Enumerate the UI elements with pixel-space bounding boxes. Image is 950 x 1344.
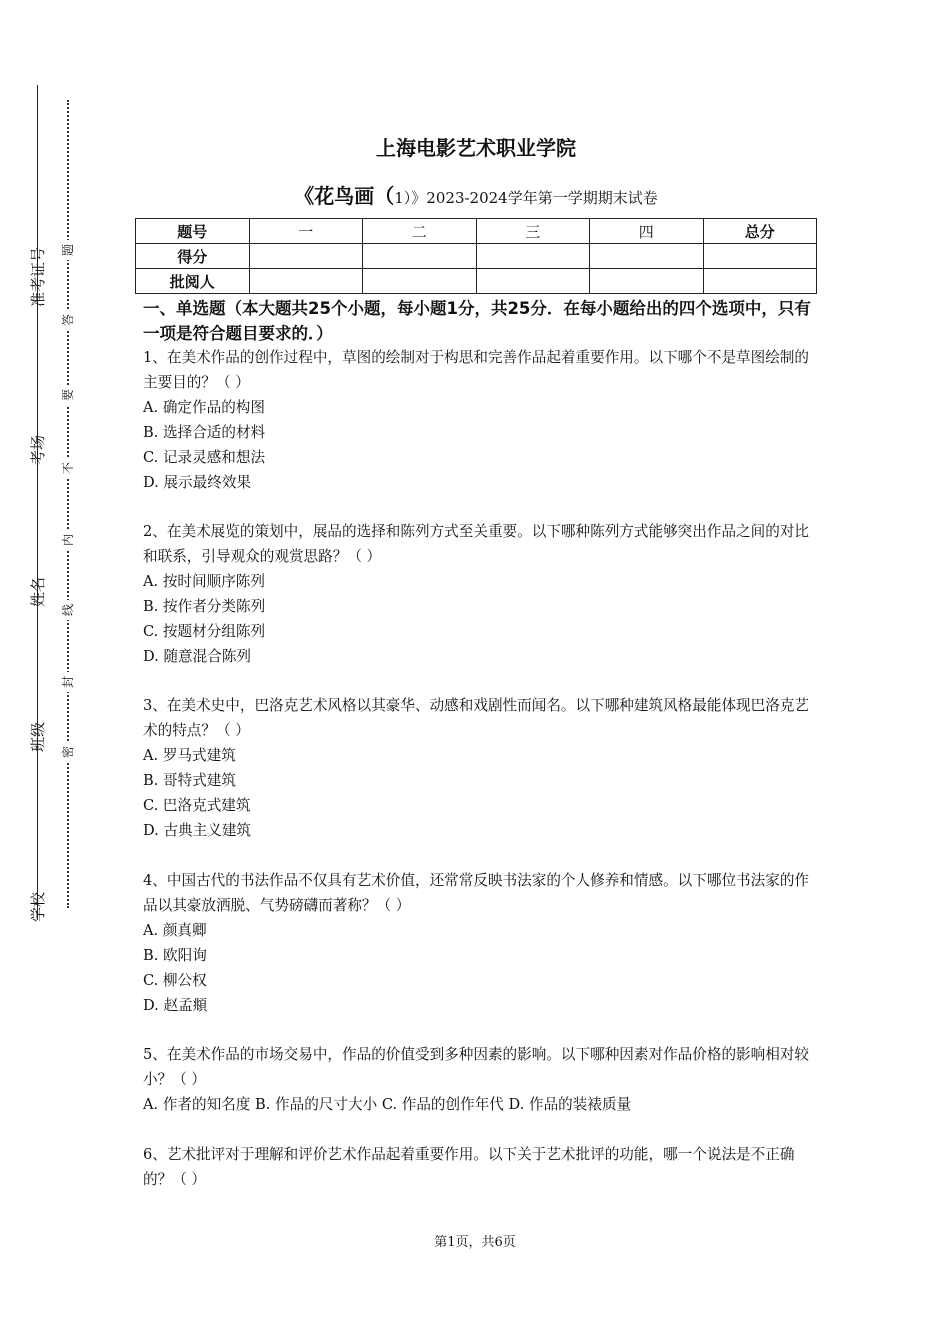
question-stem: 5、在美术作品的市场交易中，作品的价值受到多种因素的影响。以下哪种因素对作品价格的影响相对较小？（ ） xyxy=(143,1046,810,1088)
option-b[interactable]: B. 按作者分类陈列 xyxy=(143,598,266,615)
options-inline[interactable]: A. 作者的知名度 B. 作品的尺寸大小 C. 作品的创作年代 D. 作品的装裱质量 xyxy=(143,1096,632,1113)
score-col-header: 四 xyxy=(590,219,704,244)
option-c[interactable]: C. 记录灵感和想法 xyxy=(143,449,266,466)
field-label-exam-number: 准考证号 xyxy=(29,246,47,307)
score-col-header: 二 xyxy=(363,219,477,244)
option-b[interactable]: B. 哥特式建筑 xyxy=(143,772,236,789)
option-b[interactable]: B. 选择合适的材料 xyxy=(143,424,266,441)
question-2 xyxy=(143,519,819,669)
question-stem: 6、艺术批评对于理解和评价艺术作品起着重要作用。以下关于艺术批评的功能，哪一个说法是不正确的？（ ） xyxy=(143,1146,795,1188)
question-1 xyxy=(143,345,819,495)
option-d[interactable]: D. 展示最终效果 xyxy=(143,474,252,491)
seal-char: 答 xyxy=(58,310,78,330)
grader-cell[interactable] xyxy=(363,269,477,294)
option-d[interactable]: D. 赵孟頫 xyxy=(143,997,208,1014)
exam-title xyxy=(135,180,817,209)
question-stem: 4、中国古代的书法作品不仅具有艺术价值，还常常反映书法家的个人修养和情感。以下哪位书法家的作品以其豪放洒脱、气势磅礴而著称？（ ） xyxy=(143,872,810,914)
question-4 xyxy=(143,868,819,1018)
option-c[interactable]: C. 按题材分组陈列 xyxy=(143,623,266,640)
binding-margin xyxy=(0,0,90,1344)
question-stem: 3、在美术史中，巴洛克艺术风格以其豪华、动感和戏剧性而闻名。以下哪种建筑风格最能体现巴洛克艺术的特点？（ ） xyxy=(143,697,810,739)
question-3 xyxy=(143,693,819,843)
question-5 xyxy=(143,1042,819,1117)
field-label-name: 姓名 xyxy=(29,577,47,608)
score-cell[interactable] xyxy=(476,244,590,269)
score-cell[interactable] xyxy=(590,244,704,269)
option-a[interactable]: A. 按时间顺序陈列 xyxy=(143,573,265,590)
seal-char: 要 xyxy=(58,385,78,405)
option-b[interactable]: B. 欧阳询 xyxy=(143,947,207,964)
grader-cell[interactable] xyxy=(703,269,817,294)
score-col-header: 总分 xyxy=(703,219,817,244)
option-c[interactable]: C. 巴洛克式建筑 xyxy=(143,797,251,814)
course-name: 《花鸟画（ xyxy=(294,184,395,208)
option-a[interactable]: A. 罗马式建筑 xyxy=(143,747,236,764)
score-cell[interactable] xyxy=(249,244,363,269)
score-col-header: 一 xyxy=(249,219,363,244)
grader-cell[interactable] xyxy=(476,269,590,294)
score-row-label: 批阅人 xyxy=(136,269,250,294)
seal-dotted-line xyxy=(67,100,69,908)
field-label-school: 学校 xyxy=(29,892,47,923)
question-stem: 2、在美术展览的策划中，展品的选择和陈列方式至关重要。以下哪种陈列方式能够突出作品之间的对比和联系，引导观众的观赏思路？（ ） xyxy=(143,523,810,565)
score-row-label: 得分 xyxy=(136,244,250,269)
seal-char: 线 xyxy=(58,600,78,620)
option-d[interactable]: D. 古典主义建筑 xyxy=(143,822,252,839)
grader-cell[interactable] xyxy=(590,269,704,294)
seal-char: 密 xyxy=(58,742,78,762)
school-name: 上海电影艺术职业学院 xyxy=(376,136,576,160)
score-cell[interactable] xyxy=(363,244,477,269)
option-a[interactable]: A. 颜真卿 xyxy=(143,922,207,939)
score-row xyxy=(136,244,817,269)
grader-row xyxy=(136,269,817,294)
exam-title-rest: 1）》2023-2024学年第一学期期末试卷 xyxy=(394,189,658,207)
option-a[interactable]: A. 确定作品的构图 xyxy=(143,399,265,416)
option-c[interactable]: C. 柳公权 xyxy=(143,972,207,989)
option-d[interactable]: D. 随意混合陈列 xyxy=(143,648,252,665)
score-cell[interactable] xyxy=(703,244,817,269)
seal-char: 不 xyxy=(58,458,78,478)
field-label-exam-room: 考场 xyxy=(29,435,47,466)
seal-char: 封 xyxy=(58,672,78,692)
question-stem: 1、在美术作品的创作过程中，草图的绘制对于构思和完善作品起着重要作用。以下哪个不是草图绘制的主要目的？（ ） xyxy=(143,349,810,391)
page-footer: 第1页，共6页 xyxy=(434,1235,516,1250)
seal-char: 内 xyxy=(58,530,78,550)
score-table xyxy=(135,218,817,294)
grader-cell[interactable] xyxy=(249,269,363,294)
field-label-class: 班级 xyxy=(29,722,47,753)
seal-char: 题 xyxy=(58,240,78,260)
score-col-header: 题号 xyxy=(136,219,250,244)
score-col-header: 三 xyxy=(476,219,590,244)
binding-solid-line xyxy=(37,85,38,920)
score-table-header-row xyxy=(136,219,817,244)
section-title: 一、单选题（本大题共25个小题，每小题1分，共25分．在每小题给出的四个选项中，只有一项是符合题目要求的．） xyxy=(143,299,811,343)
question-6 xyxy=(143,1142,819,1192)
